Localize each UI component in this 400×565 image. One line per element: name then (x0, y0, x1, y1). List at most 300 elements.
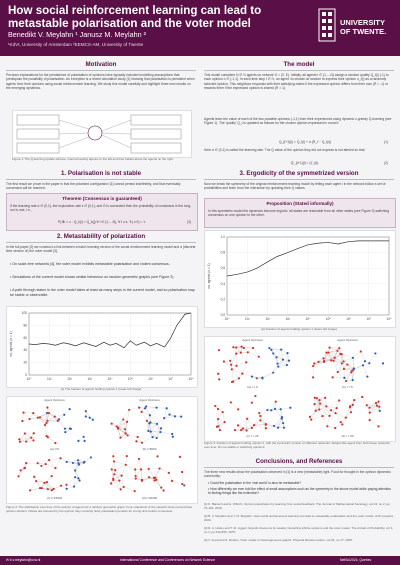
network-edge (259, 410, 267, 413)
network-node (181, 471, 183, 473)
network-node (270, 349, 272, 351)
network-node (276, 363, 278, 365)
network-edge (155, 480, 162, 487)
network-edge (126, 456, 127, 465)
network-node (261, 377, 263, 379)
network-node (231, 381, 233, 383)
network-edge (24, 413, 30, 419)
network-node (342, 360, 344, 362)
network-node (46, 406, 48, 408)
network-node (361, 396, 363, 398)
network-node (60, 485, 62, 487)
network-node (343, 368, 345, 370)
network-edge (151, 424, 157, 432)
network-edge (55, 458, 60, 468)
network-node (126, 421, 128, 423)
network-edge (135, 470, 136, 479)
network-node (286, 364, 288, 366)
x-tick-label: 10⁶ (346, 317, 351, 321)
network-edge (128, 435, 138, 437)
network-label: (c) t=15000 (46, 496, 63, 500)
network-edge (111, 481, 119, 484)
x-tick-label: 10⁴ (305, 317, 311, 321)
network-edge (329, 353, 341, 354)
network-edge (30, 418, 38, 419)
network-edge (136, 469, 141, 478)
network-edge (351, 405, 353, 412)
network-node (135, 440, 137, 442)
network-node (350, 411, 352, 413)
network-node (377, 425, 379, 427)
network-edge (336, 413, 346, 417)
network-node (243, 347, 245, 349)
network-node (252, 347, 254, 349)
y-axis-label: no. agents (o = 1) (9, 331, 13, 357)
conclusions-bullet: • How differently we ever told the effect of small assumptions such as the symmetry in the above model while paying attention to finding things like the extinction? (208, 487, 392, 496)
y-tick-label: 0.0 (220, 313, 225, 317)
network-edge (326, 406, 336, 408)
network-node (121, 475, 123, 477)
network-node (321, 415, 323, 417)
network-node (110, 482, 112, 484)
network-node (328, 415, 330, 417)
network-node (231, 368, 233, 370)
network-edge (338, 363, 342, 372)
network-node (374, 352, 376, 354)
network-node (137, 436, 139, 438)
network-node (217, 408, 219, 410)
network-node (251, 402, 253, 404)
network-edge (126, 465, 135, 470)
network-node (368, 407, 370, 409)
network-edge (25, 433, 26, 441)
network-node (118, 480, 120, 482)
network-edge (344, 378, 352, 380)
network-node (145, 405, 147, 407)
network-node (339, 353, 341, 355)
network-node (332, 360, 334, 362)
network-node (63, 414, 65, 416)
network-edge (142, 412, 147, 421)
x-tick-label: 10⁸ (188, 377, 194, 381)
network-label: (b) t=5000 (142, 447, 157, 451)
network-node (238, 377, 240, 379)
network-node (45, 463, 47, 465)
network-edge (363, 365, 367, 376)
model-equation-1-number: (1) (384, 140, 389, 144)
network-node (166, 407, 168, 409)
theorem-text: If the learning rate α ∈ (0,1), the exploration rate ε ∈ (0,1), and G is connected then the probability of consensus in the long run is one, i.e., (10, 204, 191, 213)
network-node (237, 408, 239, 410)
network-node (69, 427, 71, 429)
y-tick-label: 0.6 (220, 266, 225, 271)
proposition-box (204, 198, 396, 228)
network-node (334, 412, 336, 414)
network-node (235, 346, 237, 348)
network-node (247, 351, 249, 353)
network-node (346, 363, 348, 365)
university-logo (318, 6, 396, 46)
network-snapshot (107, 403, 191, 447)
network-label: (b) t = 5 (342, 385, 353, 389)
network-edge (136, 469, 141, 476)
network-edge (260, 410, 267, 416)
network-node (289, 407, 291, 409)
conclusions-bullet-text: Could the polarisation in the 'real world' is also be metastable? (210, 481, 302, 485)
network-node (349, 406, 351, 408)
network-node (156, 455, 158, 457)
section1-text: The first result we prove in the paper is that the polarised configuration [1] cannot persist indefinitely, and that eventually consensus will be reached. (6, 182, 181, 191)
network-node (51, 475, 53, 477)
network-edge (30, 481, 36, 490)
network-node (375, 402, 377, 404)
network-node (237, 424, 239, 426)
model-equation-2-number: (2) (384, 161, 389, 165)
network-node (324, 397, 326, 399)
network-node (235, 365, 237, 367)
network-node (22, 412, 24, 414)
network-node (352, 379, 354, 381)
network-node (379, 410, 381, 412)
network-edge (273, 353, 283, 359)
network-node (156, 437, 158, 439)
footer-venue: NetSci2024, Quebec (340, 558, 372, 562)
network-node (25, 440, 27, 442)
network-node (232, 346, 234, 348)
network-node (219, 429, 221, 431)
network-edge (242, 362, 246, 373)
diagram-arrow (59, 120, 89, 129)
diagram-box (17, 115, 59, 125)
network-node (113, 473, 115, 475)
network-node (330, 359, 332, 361)
network-edge (124, 487, 135, 491)
network-node (366, 375, 368, 377)
network-edge (327, 426, 335, 428)
network-label: (a) t = 0 (247, 385, 258, 389)
network-node (174, 415, 176, 417)
network-node (266, 409, 268, 411)
network-node (85, 415, 87, 417)
network-node (78, 462, 80, 464)
network-title: Agent Opinions (337, 338, 358, 342)
network-edge (160, 432, 172, 434)
network-edge (218, 412, 223, 419)
network-edge (247, 419, 254, 425)
network-edge (67, 487, 74, 489)
network-node (32, 439, 34, 441)
network-node (323, 361, 325, 363)
reference-item: [1] K. Banisch and E. Olbrich, Opinion polarization by learning from social feedback. The Journal of Mathematical Sociology, vol 43, no 2, pp 76-103, 2019. (204, 502, 390, 510)
network-edge (111, 484, 121, 490)
network-node (141, 442, 143, 444)
network-node (77, 477, 79, 479)
network-node (251, 427, 253, 429)
network-node (17, 475, 19, 477)
network-node (77, 459, 79, 461)
network-edge (281, 350, 283, 360)
network-node (310, 419, 312, 421)
chart-polarisation-svg (7, 307, 197, 387)
network-node (117, 428, 119, 430)
network-node (265, 424, 267, 426)
section2-bullet: • A path through states in the voter model takes at least as many steps in the current model, and so polarisation may be stable or observable. (10, 288, 195, 297)
network-edge (362, 397, 367, 405)
network-node (230, 364, 232, 366)
network-node (149, 414, 151, 416)
network-node (73, 485, 75, 487)
network-node (377, 400, 379, 402)
network-edge (154, 469, 160, 478)
network-node (150, 430, 152, 432)
network-node (172, 436, 174, 438)
network-node (259, 415, 261, 417)
network-edge (153, 432, 161, 437)
network-node (217, 373, 219, 375)
chart-polarisation (6, 306, 198, 388)
network-edge (47, 476, 52, 482)
network-edge (142, 477, 149, 481)
network-node (128, 409, 130, 411)
network-edge (36, 481, 47, 482)
x-tick-label: 10⁸ (386, 317, 392, 321)
diagram-box (17, 143, 59, 153)
network-node (217, 418, 219, 420)
network-label: (d) t=40000 (141, 496, 158, 500)
network-edge (353, 351, 361, 357)
model-text-1: This model considers N ∈ ℕ agents on network G = (V, E). Initially, all agents i ∈ {1,...,N} assign a random quality Q_t(i) (-1) to each opinion o ∈ {-1,1}. In each time step t ∈ ℕ, an agent i is chosen at random to express their opinion o_t(i) as a randomly selected opinion. This neighbour responds with their satisfying matrix if the expressed opinion differs from their own (R = -1) or rewards them if the expressed opinion is shared (R = 1). (204, 73, 389, 91)
network-node (148, 476, 150, 478)
network-edge (157, 408, 167, 409)
network-node (171, 480, 173, 482)
network-edge (361, 351, 365, 361)
network-edge (139, 459, 141, 469)
motivation-text: Previous explanations for the persistence of polarisation of opinions have typically included modelling assumptions that predispose the possibility of polarisation. An exception is a recent simulation study [1] showing that polarisation is persistent when agents form their opinions using social reinforcement learning. We study this model carefully and highlight three new results on the emerging dynamics. (6, 73, 195, 91)
qlearning-diagram (12, 110, 192, 158)
network-node (352, 357, 354, 359)
network-node (156, 423, 158, 425)
footer-conference: International Conference and Conferences on Network Science (120, 558, 215, 562)
network-node (288, 360, 290, 362)
network-node (74, 476, 76, 478)
network-edge (22, 413, 23, 421)
conclusions-rule (204, 467, 394, 468)
network-node (126, 455, 128, 457)
network-node (179, 456, 181, 458)
network-edge (336, 413, 341, 422)
network-node (240, 429, 242, 431)
network-edge (338, 372, 345, 378)
network-node (313, 362, 315, 364)
network-node (33, 432, 35, 434)
network-edge (114, 461, 115, 470)
network-edge (278, 360, 283, 367)
network-edge (278, 364, 287, 365)
network-node (19, 441, 21, 443)
network-edge (241, 353, 246, 363)
network-edge (322, 416, 327, 426)
network-node (332, 376, 334, 378)
network-node (368, 362, 370, 364)
network-node (341, 362, 343, 364)
network-node (72, 462, 74, 464)
y-tick-label: 1.0 (220, 235, 225, 239)
network-node (40, 465, 42, 467)
network-node (259, 419, 261, 421)
network-node (224, 421, 226, 423)
network-edge (135, 459, 139, 470)
network-node (277, 366, 279, 368)
network-node (123, 486, 125, 488)
network-node (240, 352, 242, 354)
network-node (74, 469, 76, 471)
network-edge (288, 353, 289, 361)
network-edge (142, 437, 153, 443)
network-node (217, 425, 219, 427)
network-snapshot (211, 343, 295, 385)
y-tick-label: 60 (23, 335, 27, 340)
network-node (246, 418, 248, 420)
network-node (64, 431, 66, 433)
network-node (317, 361, 319, 363)
network-edge (281, 408, 291, 409)
x-tick-label: 10³ (87, 377, 93, 381)
network-edge (161, 418, 164, 428)
x-tick-label: 10⁵ (325, 317, 331, 321)
network-edge (342, 418, 345, 425)
network-edge (231, 354, 236, 365)
network-node (114, 469, 116, 471)
network-node (78, 479, 80, 481)
network-node (253, 424, 255, 426)
network-node (153, 477, 155, 479)
network-edge (122, 465, 126, 476)
network-edge (252, 396, 256, 403)
network-node (24, 432, 26, 434)
network-node (230, 401, 232, 403)
network-edge (74, 477, 75, 486)
model-heading: The model (283, 61, 315, 68)
network-edge (337, 401, 339, 409)
network-edge (262, 373, 273, 378)
network-node (57, 420, 59, 422)
diagram-arrow (59, 133, 88, 134)
network-edge (278, 365, 287, 367)
section2-bullet-text: A path through states in the voter model takes at least as many steps in the current model, and so polarisation may be stable or observable. (10, 288, 195, 297)
chart-ergodic-caption: (a) Fraction of agents holding opinion 1 (lower left image) (261, 327, 337, 331)
network-node (30, 437, 32, 439)
network-snapshot (305, 392, 389, 434)
conclusions-text: The three new results show the polarisation observed in [1] is a new (metastable) light. Food for thought in the opinion dynamics community: (204, 470, 391, 479)
y-tick-label: 0.4 (220, 281, 225, 286)
network-node (272, 372, 274, 374)
network-edge (338, 365, 348, 372)
network-node (258, 412, 260, 414)
y-tick-label: 0.8 (220, 250, 225, 255)
network-node (83, 436, 85, 438)
network-edge (115, 470, 121, 476)
proposition-title: Proposition (Stated informally) (266, 201, 334, 206)
diagram-arrow (102, 135, 131, 148)
network-edge (66, 477, 75, 485)
network-node (340, 421, 342, 423)
proposition-text: In this symmetric model the dynamics become ergodic: all states are reachable from all other states (see Figure 3) switching consensus on one opinion to the other. (208, 209, 390, 218)
network-edge (310, 409, 319, 416)
conclusions-heading: Conclusions, and References (255, 458, 343, 465)
figure3-caption: Figure 3: Fraction of agents holding opinion 1, with the symmetric version on different networks. Subject like agent from both these networks over time. Do not stable or switching opinions. (204, 441, 390, 449)
network-edge (22, 419, 29, 421)
network-edge (115, 465, 126, 470)
conclusions-bullet-text: How differently we ever told the effect of small assumptions such as the symmetry in the above model while paying attention to finding things like the extinction? (208, 487, 392, 496)
network-edge (310, 411, 316, 417)
poster-title: How social reinforcement learning can lead to metastable polarisation and the voter model (8, 4, 262, 30)
network-node (138, 407, 140, 409)
diagram-box (131, 143, 181, 153)
network-node (282, 422, 284, 424)
network-node (45, 422, 47, 424)
network-edge (47, 413, 49, 421)
network-node (218, 349, 220, 351)
network-node (312, 376, 314, 378)
network-edge (114, 461, 126, 464)
model-text-3: Here α ∈ (0,1) is called the learning rate. The Q value of the opinion they did not express is not altered so that (204, 148, 365, 152)
network-node (113, 460, 115, 462)
network-node (46, 420, 48, 422)
network-node (146, 420, 148, 422)
network-node (149, 421, 151, 423)
network-node (37, 417, 39, 419)
network-node (268, 347, 270, 349)
network-node (364, 360, 366, 362)
network-node (234, 429, 236, 431)
network-node (318, 399, 320, 401)
network-edge (146, 407, 156, 408)
chart-ergodic-svg (205, 231, 395, 327)
network-edge (233, 374, 242, 382)
network-edge (44, 483, 53, 489)
network-node (54, 416, 56, 418)
y-tick-label: 100 (21, 311, 27, 315)
section2-bullet-text: Simulations of the current model shows similar behaviour on random geometric graphs (see Figure 2). (12, 275, 175, 279)
agent-node (88, 126, 102, 140)
network-node (168, 414, 170, 416)
network-node (151, 436, 153, 438)
network-node (319, 403, 321, 405)
network-edge (287, 353, 288, 365)
section2-heading: 2. Metastability of polarization (56, 233, 146, 240)
network-edge (167, 408, 175, 416)
reference-item: [4] V. Sood and S. Redner, Voter model on heterogeneous graphs. Physical Review Letters, vol 94, no 17, 2005. (204, 538, 353, 542)
network-edge (248, 352, 259, 356)
network-node (28, 418, 30, 420)
network-node (353, 368, 355, 370)
x-tick-label: 10³ (285, 317, 291, 321)
model-rule (204, 70, 394, 71)
network-node (318, 408, 320, 410)
y-axis-label: no. agents (o = 1) (207, 263, 211, 289)
network-node (229, 360, 231, 362)
network-node (326, 425, 328, 427)
network-node (245, 361, 247, 363)
network-edge (354, 365, 363, 369)
footer-contact[interactable]: ✉ b.v.meylahn@uva.nl (6, 558, 41, 562)
network-edge (253, 348, 259, 357)
chart-ergodic (204, 230, 396, 328)
network-title: Agent Opinions (44, 398, 65, 402)
network-node (328, 347, 330, 349)
network-edge (369, 353, 375, 363)
conclusions-bullet: • Could the polarisation in the 'real world' is also be metastable? (208, 481, 302, 485)
